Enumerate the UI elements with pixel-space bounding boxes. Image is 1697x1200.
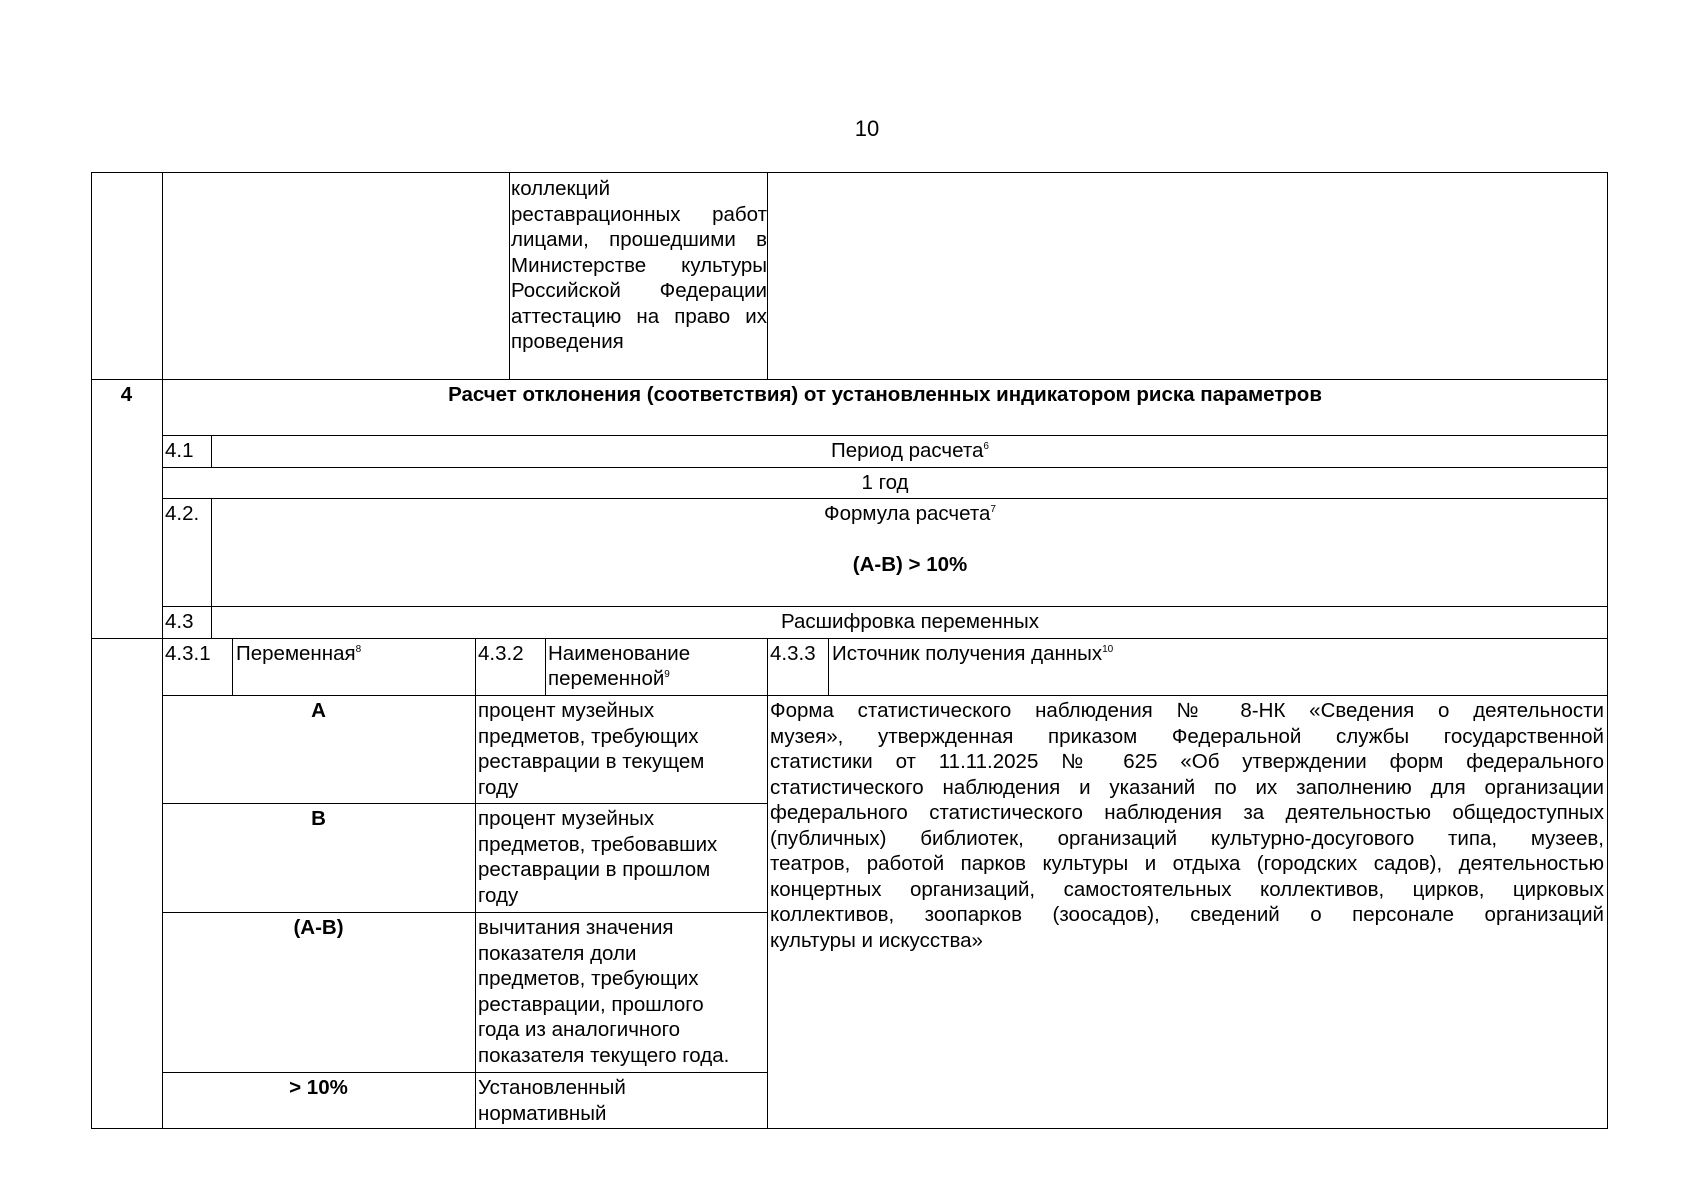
row-line-a (162, 803, 767, 804)
row-line-42 (162, 498, 1608, 499)
col-line-3 (767, 172, 768, 379)
row-line-sec4 (91, 379, 1608, 380)
col-line-2 (509, 172, 510, 379)
col-line-431 (232, 638, 233, 695)
row-41-number: 4.1 (165, 439, 194, 462)
period-value: 1 год (861, 471, 909, 494)
variable-name: Установленный нормативный (478, 1076, 626, 1125)
data-source-text: Форма статистического наблюдения № 8-НК «Сведения о деятельности музея», утвержденная приказом Федеральной службы государственной статистики от 11.11.2025 № 625 «Об утверждении форм федерального статистического наблюдения и указаний по их заполнению для организации федерального статистического наблюдения за деятельностью общедоступных (публичных) библиотек, организаций культурно-досугового типа, музеев, театров, работой парков культуры и отдыха (городских садов), деятельностью концертных организаций, самостоятельных коллективов, цирков, цирковых коллективов, зоопарков (зоосадов), сведений о персонале организаций культуры и искусства» (770, 699, 1604, 952)
row-line-43 (162, 606, 1608, 607)
row-43-label: Расшифровка переменных (780, 610, 1040, 633)
continuation-line: Российской Федерации (511, 279, 767, 302)
row-43-number: 4.3 (165, 610, 194, 633)
variable-name: вычитания значения показателя доли предметов, требующих реставрации, прошлого года из аналогичного показателя текущего года. (478, 916, 730, 1067)
header-432-label-2: переменной$^9$ (548, 667, 670, 690)
row-line-vars (91, 638, 1608, 639)
continuation-line: реставрационных работ (511, 202, 767, 226)
document-table (91, 172, 1608, 1129)
col-line-432 (545, 638, 546, 695)
row-42-number: 4.2. (165, 502, 200, 525)
continuation-line: Министерстве культуры (511, 253, 767, 277)
continuation-line: проведения (511, 330, 624, 353)
row-line-header (162, 695, 1608, 696)
row-line-ab (162, 1072, 767, 1073)
variable-symbol: (А-В) (293, 916, 344, 939)
continuation-line: аттестацию на право их (511, 304, 767, 328)
page-number: 10 (854, 116, 880, 141)
variable-symbol: В (311, 807, 326, 830)
col-line-name (767, 638, 768, 1129)
row-42-label: Формула расчета$^7$ (824, 502, 996, 525)
header-432-label-1: Наименование (548, 642, 691, 665)
variable-symbol: > 10% (289, 1076, 348, 1099)
continuation-line: лицами, прошедшими в (511, 228, 767, 251)
variable-symbol: А (311, 699, 326, 722)
header-433-number: 4.3.3 (770, 642, 816, 665)
continuation-text (511, 176, 767, 355)
row-line-period (162, 467, 1608, 468)
section-title: Расчет отклонения (соответствия) от установленных индикатором риска параметров (448, 383, 1322, 406)
row-line-b (162, 912, 767, 913)
header-431-label: Переменная$^8$ (236, 642, 362, 665)
header-432-number: 4.3.2 (478, 642, 524, 665)
variable-name: процент музейных предметов, требующих реставрации в текущем году (478, 699, 705, 799)
col-line-1 (162, 172, 163, 1129)
continuation-line: коллекций (511, 177, 611, 200)
variable-name: процент музейных предметов, требовавших реставрации в прошлом году (478, 807, 718, 907)
row-line-41 (162, 435, 1608, 436)
header-431-number: 4.3.1 (165, 642, 211, 665)
section-number: 4 (120, 383, 133, 406)
col-line-var (475, 638, 476, 1129)
col-line-433 (828, 638, 829, 695)
header-433-label: Источник получения данных$^{10}$ (832, 642, 1114, 665)
formula: (А-В) > 10% (852, 553, 968, 576)
row-41-label: Период расчета$^6$ (831, 439, 989, 462)
